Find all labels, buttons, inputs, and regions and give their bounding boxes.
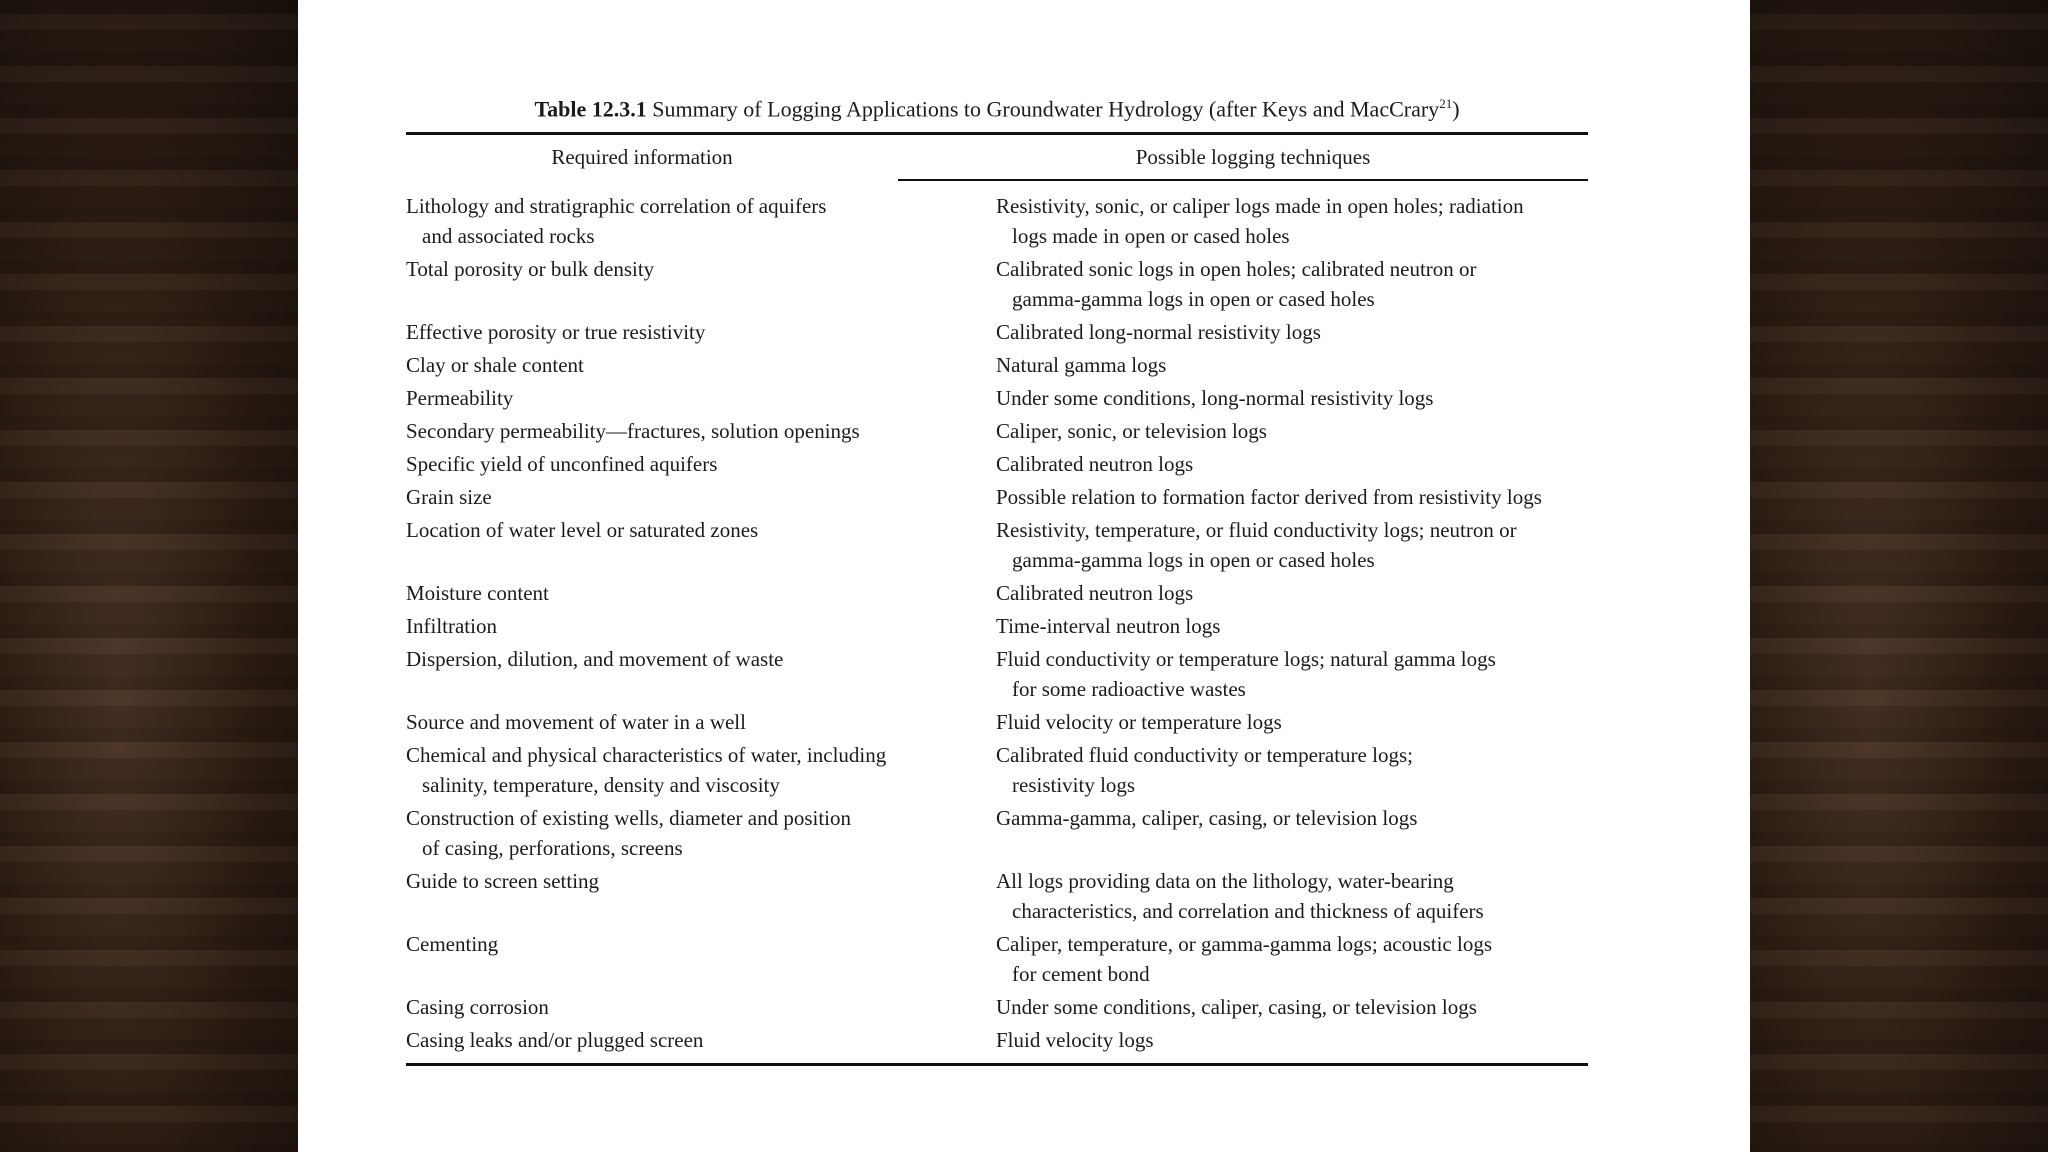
- cell-line: Gamma-gamma, caliper, casing, or television logs: [996, 806, 1418, 831]
- cell-line: Infiltration: [406, 614, 497, 639]
- cell-line: Resistivity, temperature, or fluid conductivity logs; neutron or: [996, 518, 1517, 543]
- table-row: [406, 383, 1588, 413]
- table-row: [406, 578, 1588, 608]
- cell-line: Permeability: [406, 386, 514, 411]
- required-information-cell: [406, 1025, 996, 1055]
- required-information-cell: [406, 992, 996, 1022]
- table-row: [406, 740, 1588, 800]
- logging-technique-cell: [996, 992, 1588, 1022]
- cell-line: Moisture content: [406, 581, 549, 606]
- required-information-cell: [406, 803, 996, 863]
- cell-line: Chemical and physical characteristics of water, including: [406, 743, 887, 768]
- cell-line: Under some conditions, long-normal resistivity logs: [996, 386, 1434, 411]
- required-information-cell: [406, 191, 996, 251]
- table-row: [406, 707, 1588, 737]
- table-row: [406, 644, 1588, 704]
- table-row: [406, 929, 1588, 989]
- logging-technique-cell: [996, 644, 1588, 704]
- cell-line: Dispersion, dilution, and movement of waste: [406, 647, 784, 672]
- table-caption-end: ): [1452, 96, 1460, 122]
- cell-line: All logs providing data on the lithology, water-bearing: [996, 869, 1454, 894]
- table-caption: [406, 96, 1588, 132]
- logging-technique-cell: [996, 383, 1588, 413]
- logging-technique-cell: [996, 416, 1588, 446]
- cell-line: and associated rocks: [422, 224, 595, 249]
- table-row: [406, 992, 1588, 1022]
- wood-background-right: [1750, 0, 2048, 1152]
- cell-line: gamma-gamma logs in open or cased holes: [1012, 548, 1375, 573]
- logging-technique-cell: [996, 740, 1588, 800]
- cell-line: salinity, temperature, density and viscosity: [422, 773, 780, 798]
- cell-line: Calibrated neutron logs: [996, 452, 1194, 477]
- required-information-cell: [406, 254, 996, 314]
- table-row: [406, 449, 1588, 479]
- required-information-cell: [406, 740, 996, 800]
- logging-technique-cell: [996, 578, 1588, 608]
- required-information-cell: [406, 416, 996, 446]
- logging-technique-cell: [996, 515, 1588, 575]
- cell-line: Effective porosity or true resistivity: [406, 320, 706, 345]
- logging-technique-cell: [996, 707, 1588, 737]
- logging-technique-cell: [996, 482, 1588, 512]
- cell-line: Lithology and stratigraphic correlation of aquifers: [406, 194, 827, 219]
- logging-technique-cell: [996, 929, 1588, 989]
- cell-line: Secondary permeability—fractures, solution openings: [406, 419, 860, 444]
- required-information-cell: [406, 578, 996, 608]
- column-header-logging-techniques: Possible logging techniques: [1135, 144, 1371, 169]
- cell-line: Location of water level or saturated zones: [406, 518, 759, 543]
- required-information-cell: [406, 707, 996, 737]
- table-caption-reference: 21: [1439, 96, 1453, 111]
- logging-technique-cell: [996, 803, 1588, 863]
- cell-line: Clay or shale content: [406, 353, 584, 378]
- logging-technique-cell: [996, 866, 1588, 926]
- table-bottom-rule: [406, 1063, 1588, 1066]
- cell-line: characteristics, and correlation and thickness of aquifers: [1012, 899, 1484, 924]
- logging-table: [406, 96, 1588, 1066]
- cell-line: Source and movement of water in a well: [406, 710, 746, 735]
- cell-line: Under some conditions, caliper, casing, or television logs: [996, 995, 1477, 1020]
- logging-technique-cell: [996, 254, 1588, 314]
- table-caption-text: Summary of Logging Applications to Groundwater Hydrology (after Keys and MacCrary: [652, 96, 1440, 122]
- cell-line: Casing leaks and/or plugged screen: [406, 1028, 704, 1053]
- table-row: [406, 254, 1588, 314]
- table-row: [406, 350, 1588, 380]
- logging-technique-cell: [996, 611, 1588, 641]
- required-information-cell: [406, 515, 996, 575]
- table-body: [406, 181, 1588, 1055]
- logging-technique-cell: [996, 317, 1588, 347]
- table-row: [406, 416, 1588, 446]
- logging-technique-cell: [996, 1025, 1588, 1055]
- cell-line: Calibrated fluid conductivity or temperature logs;: [996, 743, 1413, 768]
- cell-line: Resistivity, sonic, or caliper logs made in open holes; radiation: [996, 194, 1524, 219]
- required-information-cell: [406, 611, 996, 641]
- cell-line: Total porosity or bulk density: [406, 257, 655, 282]
- logging-technique-cell: [996, 191, 1588, 251]
- cell-line: Natural gamma logs: [996, 353, 1167, 378]
- table-number: Table 12.3.1: [534, 96, 647, 122]
- cell-line: Fluid velocity logs: [996, 1028, 1154, 1053]
- cell-line: Guide to screen setting: [406, 869, 600, 894]
- cell-line: for some radioactive wastes: [1012, 677, 1246, 702]
- table-row: [406, 611, 1588, 641]
- cell-line: gamma-gamma logs in open or cased holes: [1012, 287, 1375, 312]
- cell-line: logs made in open or cased holes: [1012, 224, 1290, 249]
- cell-line: Calibrated sonic logs in open holes; calibrated neutron or: [996, 257, 1477, 282]
- table-row: [406, 515, 1588, 575]
- cell-line: Fluid conductivity or temperature logs; natural gamma logs: [996, 647, 1496, 672]
- required-information-cell: [406, 482, 996, 512]
- table-row: [406, 482, 1588, 512]
- required-information-cell: [406, 350, 996, 380]
- cell-line: Possible relation to formation factor derived from resistivity logs: [996, 485, 1542, 510]
- cell-line: Caliper, temperature, or gamma-gamma logs; acoustic logs: [996, 932, 1493, 957]
- cell-line: for cement bond: [1012, 962, 1150, 987]
- cell-line: Construction of existing wells, diameter and position: [406, 806, 852, 831]
- table-row: [406, 803, 1588, 863]
- column-header-required-information: Required information: [551, 144, 733, 169]
- cell-line: Fluid velocity or temperature logs: [996, 710, 1282, 735]
- cell-line: Caliper, sonic, or television logs: [996, 419, 1267, 444]
- cell-line: Cementing: [406, 932, 499, 957]
- table-header-row: [406, 135, 1588, 179]
- cell-line: of casing, perforations, screens: [422, 836, 683, 861]
- cell-line: resistivity logs: [1012, 773, 1136, 798]
- required-information-cell: [406, 644, 996, 704]
- cell-line: Time-interval neutron logs: [996, 614, 1221, 639]
- required-information-cell: [406, 929, 996, 989]
- table-row: [406, 317, 1588, 347]
- required-information-cell: [406, 866, 996, 926]
- wood-background-left: [0, 0, 298, 1152]
- cell-line: Casing corrosion: [406, 995, 549, 1020]
- document-page: [298, 0, 1750, 1152]
- cell-line: Specific yield of unconfined aquifers: [406, 452, 718, 477]
- table-row: [406, 1025, 1588, 1055]
- cell-line: Calibrated long-normal resistivity logs: [996, 320, 1321, 345]
- required-information-cell: [406, 449, 996, 479]
- cell-line: Calibrated neutron logs: [996, 581, 1194, 606]
- table-row: [406, 866, 1588, 926]
- logging-technique-cell: [996, 350, 1588, 380]
- required-information-cell: [406, 317, 996, 347]
- table-row: [406, 191, 1588, 251]
- logging-technique-cell: [996, 449, 1588, 479]
- cell-line: Grain size: [406, 485, 492, 510]
- required-information-cell: [406, 383, 996, 413]
